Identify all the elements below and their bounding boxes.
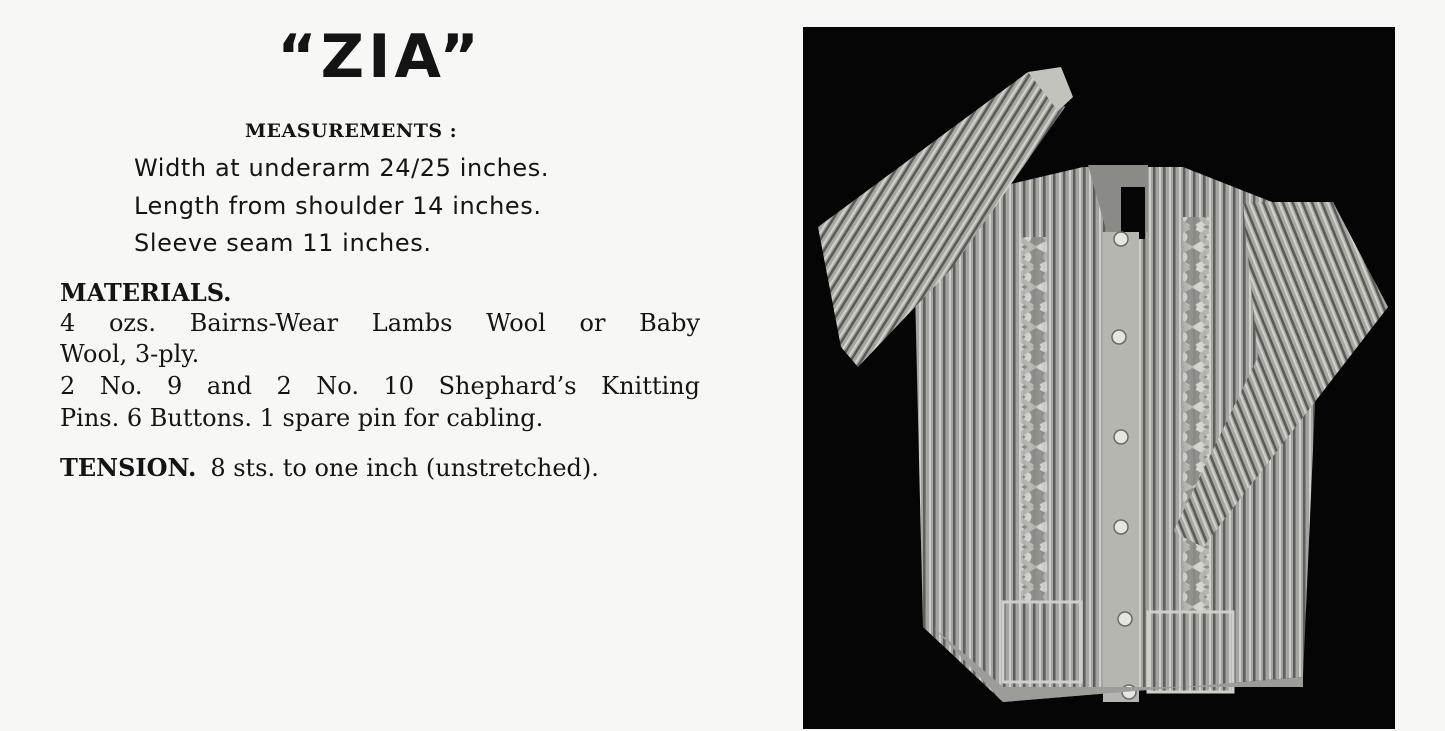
measurement-sleeve: Sleeve seam 11 inches. [134, 229, 432, 257]
materials-line-2: Wool, 3-ply. [60, 340, 200, 368]
tension-line [60, 453, 700, 482]
materials-line-3: 2 No. 9 and 2 No. 10 Shephard’s Knitting [60, 372, 700, 400]
materials-heading: MATERIALS. [60, 278, 232, 307]
measurement-width: Width at underarm 24/25 inches. [134, 154, 550, 182]
tension-text: 8 sts. to one inch (unstretched). [210, 454, 599, 482]
measurement-length: Length from shoulder 14 inches. [134, 192, 542, 220]
pattern-title: “ZIA” [277, 22, 483, 92]
materials-line-4: Pins. 6 Buttons. 1 spare pin for cabling. [60, 404, 544, 432]
tension-label: TENSION. [60, 453, 197, 482]
cardigan-photo [803, 27, 1395, 729]
knitted-cardigan-icon [803, 27, 1395, 729]
materials-line-1: 4 ozs. Bairns-Wear Lambs Wool or Baby [60, 309, 700, 337]
measurements-heading: MEASUREMENTS : [245, 120, 458, 142]
